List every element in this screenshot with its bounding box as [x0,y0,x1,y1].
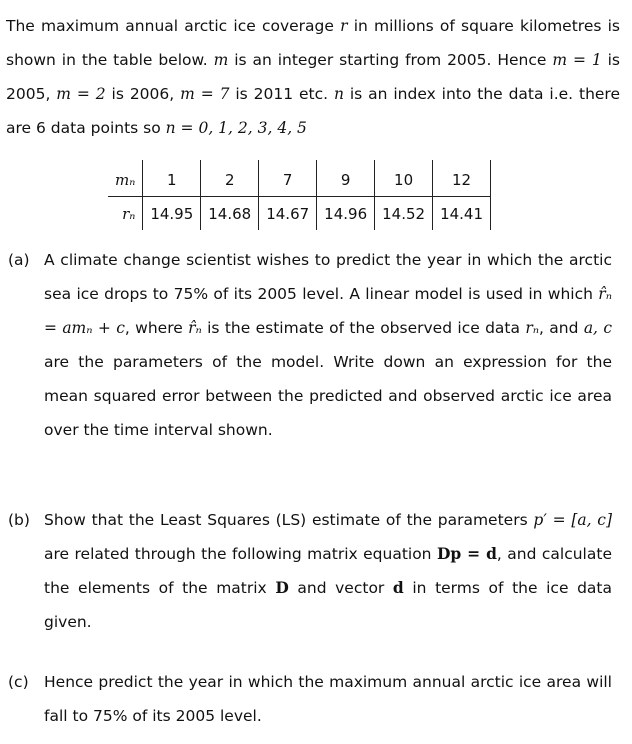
math-m-equals-2: m = 2 [56,85,106,103]
r-value-cell: 14.68 [201,197,259,231]
part-b-label: (b) [8,511,30,529]
math-linear-model: r̂ₙ = amₙ + c [44,285,612,337]
part-a-text: A climate change scientist wishes to predict the year in which the arctic sea ice drops to 75% of its 2005 level. A linear model is used in which r̂ₙ = amₙ + c, where r̂ₙ is the estimate of the observed ice data rₙ, and a, c are the parameters of the model. Write down an expression for the mean squared error between the predicted and observed arctic ice area over the time interval shown. [44,251,612,439]
part-a [8,243,612,447]
math-vector-d: d [392,578,404,597]
part-b-text: Show that the Least Squares (LS) estimate of the parameters p′ = [a, c] are related through the following matrix equation Dp = d, and calculate the elements of the matrix D and vector d in terms of the ice data given. [44,511,613,631]
intro-text: The maximum annual arctic ice coverage [6,17,341,35]
part-c [8,665,612,733]
part-b [8,503,612,639]
math-m-equals-7: m = 7 [180,85,230,103]
m-value-cell: 7 [259,160,317,197]
intro-text: is 2005, [6,51,621,103]
part-c-label: (c) [8,673,29,691]
math-n: n [333,85,344,103]
m-value-cell: 1 [143,160,201,197]
intro-text: is an integer starting from 2005. Hence [228,51,553,69]
m-value-cell: 2 [201,160,259,197]
r-value-cell: 14.67 [259,197,317,231]
math-r-hat: r̂ₙ [188,319,202,337]
m-value-cell: 10 [375,160,433,197]
math-dp-equals-d: Dp = d [436,544,497,563]
math-r: r [340,17,348,35]
math-m-equals-1: m = 1 [552,51,602,69]
row-label-r: rₙ [122,204,136,223]
intro-text: is 2011 etc. [229,85,334,103]
intro-text: in millions of square kilometres is shown in the table below. [6,17,621,69]
part-a-label: (a) [8,251,30,269]
r-value-cell: 14.96 [317,197,375,231]
row-label-m: mₙ [108,160,143,197]
math-matrix-d: D [275,578,289,597]
math-n-range: n = 0, 1, 2, 3, 4, 5 [165,119,307,137]
math-m: m [213,51,229,69]
r-value-cell: 14.41 [433,197,491,231]
math-p-transpose: p′ = [a, c] [533,511,613,529]
m-value-cell: 9 [317,160,375,197]
math-a-c: a, c [583,319,612,337]
ice-data-table [108,160,491,230]
intro-paragraph [6,9,620,145]
part-c-text: Hence predict the year in which the maximum annual arctic ice area will fall to 75% of its 2005 level. [44,673,612,725]
intro-text: is 2006, [105,85,181,103]
table-row-r [108,197,491,231]
m-value-cell: 12 [433,160,491,197]
intro-text: is an index into the data i.e. there are 6 data points so [6,85,621,137]
table-row-m [108,160,491,197]
math-r-n: rₙ [525,319,540,337]
r-value-cell: 14.95 [143,197,201,231]
r-value-cell: 14.52 [375,197,433,231]
